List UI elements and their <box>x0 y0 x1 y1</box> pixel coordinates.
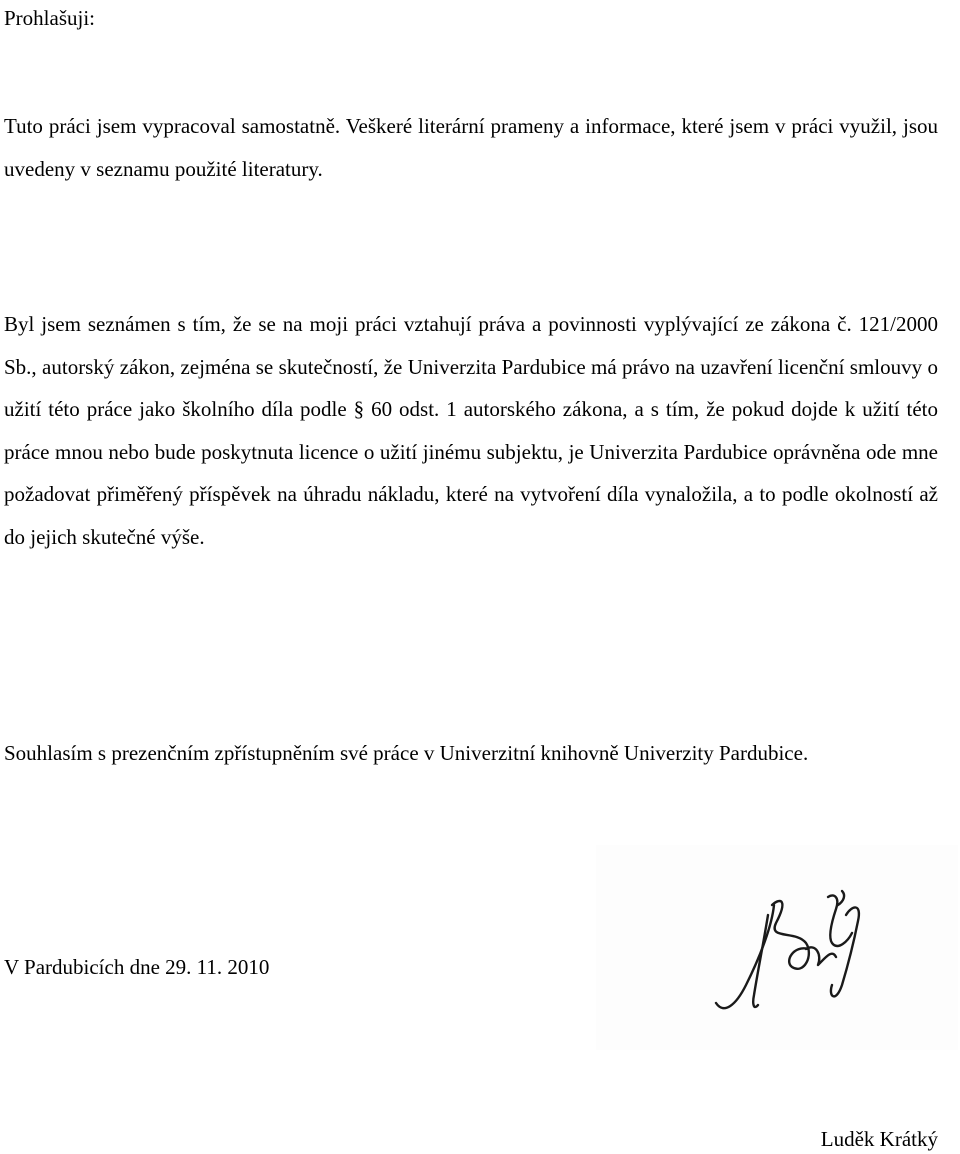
declaration-paragraph-originality: Tuto práci jsem vypracoval samostatně. Veškeré literární prameny a informace, které jsem v práci využil, jsou uvedeny v seznamu použité literatury. <box>4 114 938 181</box>
signature-scribble-icon <box>596 845 958 1050</box>
place-and-date: V Pardubicích dne 29. 11. 2010 <box>4 955 270 979</box>
declaration-heading: Prohlašuji: <box>4 6 96 30</box>
author-name: Luděk Krátký <box>820 1127 938 1151</box>
handwritten-signature <box>596 845 958 1050</box>
declaration-paragraph-copyright: Byl jsem seznámen s tím, že se na moji práci vztahují práva a povinnosti vyplývající ze zákona č. 121/2000 Sb., autorský zákon, zejména se skutečností, že Univerzita Pardubice má právo na uzavření licenční smlouvy o užití této práce jako školního díla podle § 60 odst. 1 autorského zákona, a s tím, že pokud dojde k užití této práce mnou nebo bude poskytnuta licence o užití jinému subjektu, je Univerzita Pardubice oprávněna ode mne požadovat přiměřený příspěvek na úhradu nákladu, které na vytvoření díla vynaložila, a to podle okolností až do jejich skutečné výše. <box>4 312 938 549</box>
declaration-paragraph-library-consent: Souhlasím s prezenčním zpřístupněním své práce v Univerzitní knihovně Univerzity Pardubice. <box>4 741 809 765</box>
